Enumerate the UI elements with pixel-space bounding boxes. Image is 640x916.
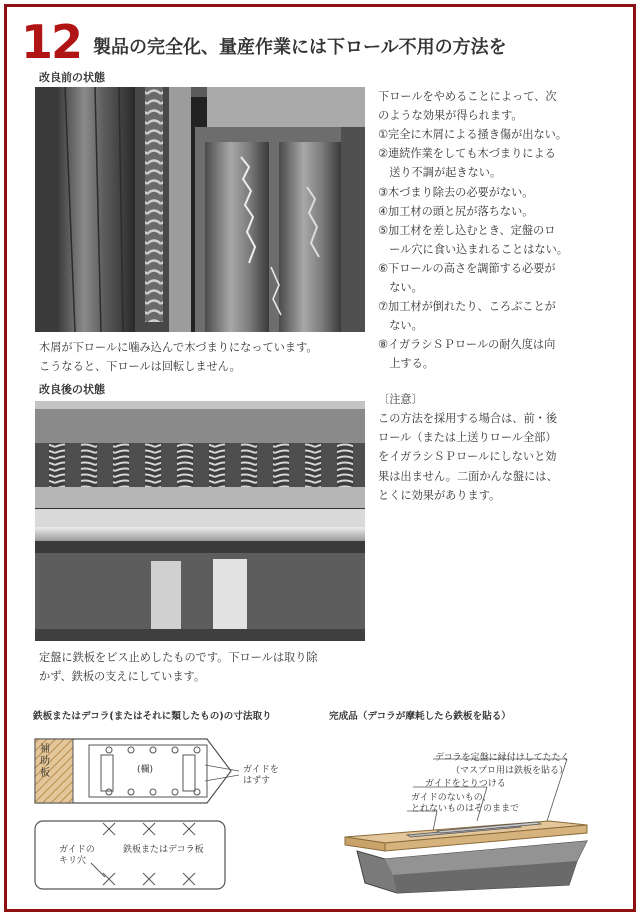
effect-item-8: ⑧イガラシＳＰロールの耐久度は向 上する。: [378, 338, 556, 371]
hatched-label: 補 助 板: [40, 744, 50, 779]
guide-hole-label: ガイドの キリ穴: [59, 845, 95, 866]
diagram-left-title: 鉄板またはデコラ(またはそれに類したもの)の寸法取り: [33, 711, 272, 722]
effect-item-2: ②連続作業をしても木づまりによる 送り不調が起きない。: [378, 147, 556, 180]
diagram-right-title: 完成品（デコラが摩耗したら鉄板を貼る）: [329, 711, 511, 722]
effect-item-1: ①完全に木屑による掻き傷が出ない。: [378, 128, 568, 141]
after-label: 改良後の状態: [39, 383, 105, 396]
note4-label: ガイドのないもの、 とれないものはそのままで: [411, 793, 520, 814]
plate-label: 鉄板またはデコラ板: [123, 845, 204, 855]
note-heading: 〔注意〕: [378, 393, 423, 406]
effect-item-7: ⑦加工材が倒れたり、ころぶことが ない。: [378, 300, 556, 333]
note-body: この方法を採用する場合は、前・後 ロール（または上送りロール全部） をイガラシＳＰロールにしないと効 果は出ません。二面かんな盤には、 とくに効果があります。: [378, 412, 558, 502]
section-number: 12: [21, 15, 82, 69]
effect-item-6: ⑥下ロールの高さを調節する必要が ない。: [378, 262, 556, 295]
diagram-left: [29, 731, 291, 895]
note2-label: （マスプロ用は鉄板を貼る）: [451, 766, 569, 776]
before-label: 改良前の状態: [39, 71, 105, 84]
after-caption: 定盤に鉄板をビス止めしたものです。下ロールは取り除 かず、鉄板の支えにしています。: [39, 651, 318, 683]
after-photo: [35, 401, 365, 641]
note3-label: ガイドをとりつける: [425, 779, 506, 789]
effects-intro: 下ロールをやめることによって、次 のような効果が得られます。: [378, 90, 557, 123]
before-photo: [35, 87, 365, 332]
effect-item-4: ④加工材の頭と尻が落ちない。: [378, 205, 534, 218]
page-frame: [4, 4, 636, 912]
effect-item-3: ③木づまり除去の必要がない。: [378, 186, 534, 199]
page-title: 製品の完全化、量産作業には下ロール不用の方法を: [93, 37, 507, 58]
before-caption: 木屑が下ロールに噛み込んで木づまりになっています。 こうなると、下ロールは回転しません。: [39, 341, 318, 373]
guide-remove-label: ガイドを はずす: [243, 765, 279, 786]
center-label: (欄): [137, 765, 154, 775]
effect-item-5: ⑤加工材を差し込むとき、定盤のロ ール穴に食い込まれることはない。: [378, 224, 568, 257]
note1-label: デコラを定盤に縁付けしてたたく: [435, 753, 570, 763]
